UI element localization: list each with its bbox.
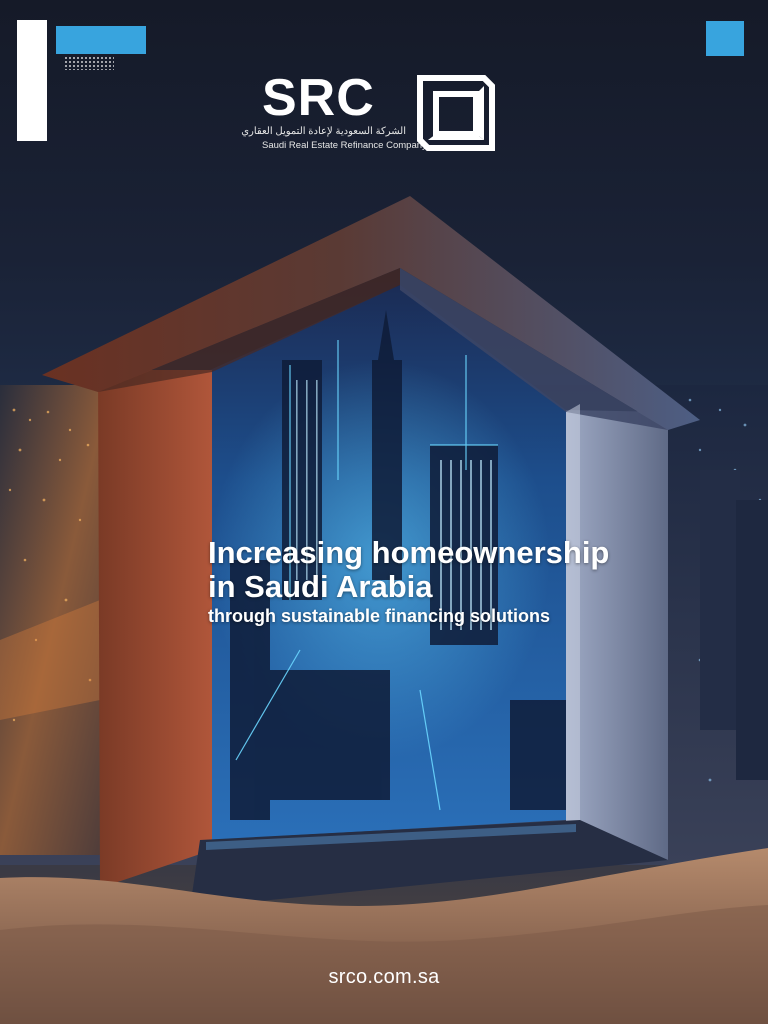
logo-wordmark: SRC — [262, 69, 375, 127]
decorative-white-bar — [17, 20, 47, 141]
src-logo-mark-icon — [414, 72, 496, 152]
website-url: srco.com.sa — [328, 966, 440, 988]
decorative-blue-block-left — [56, 26, 146, 54]
headline-block — [208, 536, 748, 627]
headline-line-2: in Saudi Arabia — [208, 569, 433, 604]
src-logo — [241, 69, 502, 152]
logo-arabic-name: الشركة السعودية لإعادة التمويل العقاري — [241, 126, 406, 137]
logo-english-name: Saudi Real Estate Refinance Company — [262, 140, 427, 151]
headline-subline: through sustainable financing solutions — [208, 606, 551, 626]
headline-line-1: Increasing homeownership — [208, 535, 610, 570]
decorative-dot-grid — [64, 56, 114, 70]
decorative-blue-block-right — [706, 21, 744, 56]
